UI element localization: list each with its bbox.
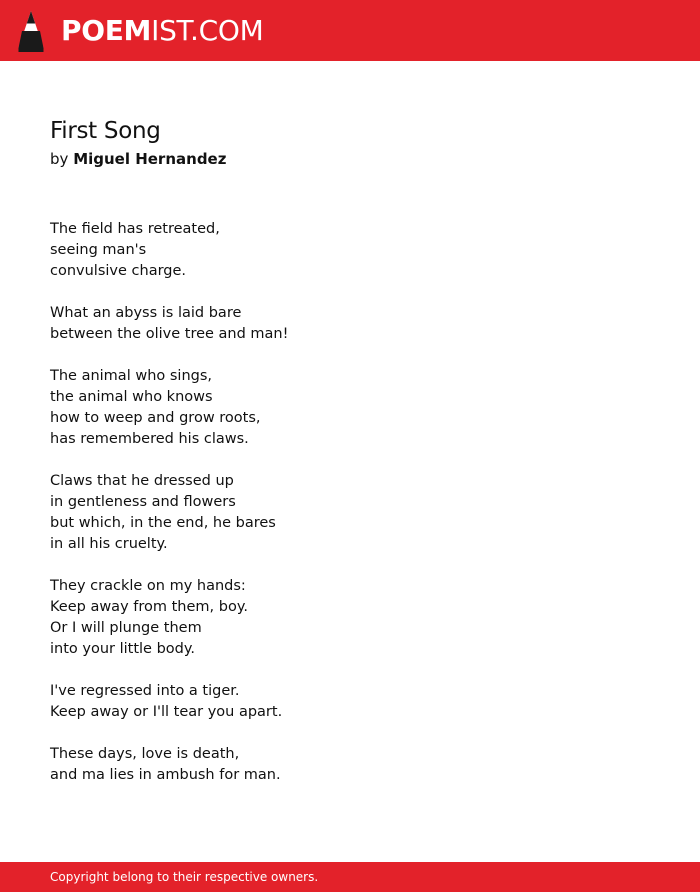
stanza [50,471,650,555]
poem-line: They crackle on my hands: [50,578,246,594]
stanza [50,744,650,786]
poem-line: What an abyss is laid bare [50,305,242,321]
stanza [50,219,650,282]
poem-line: These days, love is death, [50,746,240,762]
poem-line: how to weep and grow roots, [50,410,261,426]
poem-line: Or I will plunge them [50,620,202,636]
logo-text-light: IST.COM [151,14,264,47]
poem-line: The animal who sings, [50,368,212,384]
stanza [50,303,650,345]
poem-line: between the olive tree and man! [50,326,289,342]
poem-line: the animal who knows [50,389,213,405]
poem-line: The field has retreated, [50,221,220,237]
poem-line: Claws that he dressed up [50,473,234,489]
site-header [0,0,700,61]
poem-body [50,219,650,807]
logo-wordmark [61,10,264,52]
poem-title: First Song [50,118,161,144]
poem-line: in all his cruelty. [50,536,168,552]
pencil-logo-icon [18,10,44,52]
poem-line: and ma lies in ambush for man. [50,767,281,783]
by-label: by [50,150,69,168]
stanza [50,576,650,660]
copyright-notice: Copyright belong to their respective owners. [50,870,319,884]
poem-line: Keep away or I'll tear you apart. [50,704,283,720]
poem-line: has remembered his claws. [50,431,249,447]
poem-line: Keep away from them, boy. [50,599,248,615]
byline [50,148,226,170]
site-logo[interactable] [18,10,264,52]
poem-line: seeing man's [50,242,147,258]
poem-line: into your little body. [50,641,195,657]
stanza [50,681,650,723]
author-name: Miguel Hernandez [73,150,227,168]
poem-line: I've regressed into a tiger. [50,683,240,699]
poem-line: but which, in the end, he bares [50,515,276,531]
site-footer [0,862,700,892]
poem-line: convulsive charge. [50,263,187,279]
logo-text-bold: POEM [61,14,152,47]
stanza [50,366,650,450]
poem-line: in gentleness and flowers [50,494,236,510]
